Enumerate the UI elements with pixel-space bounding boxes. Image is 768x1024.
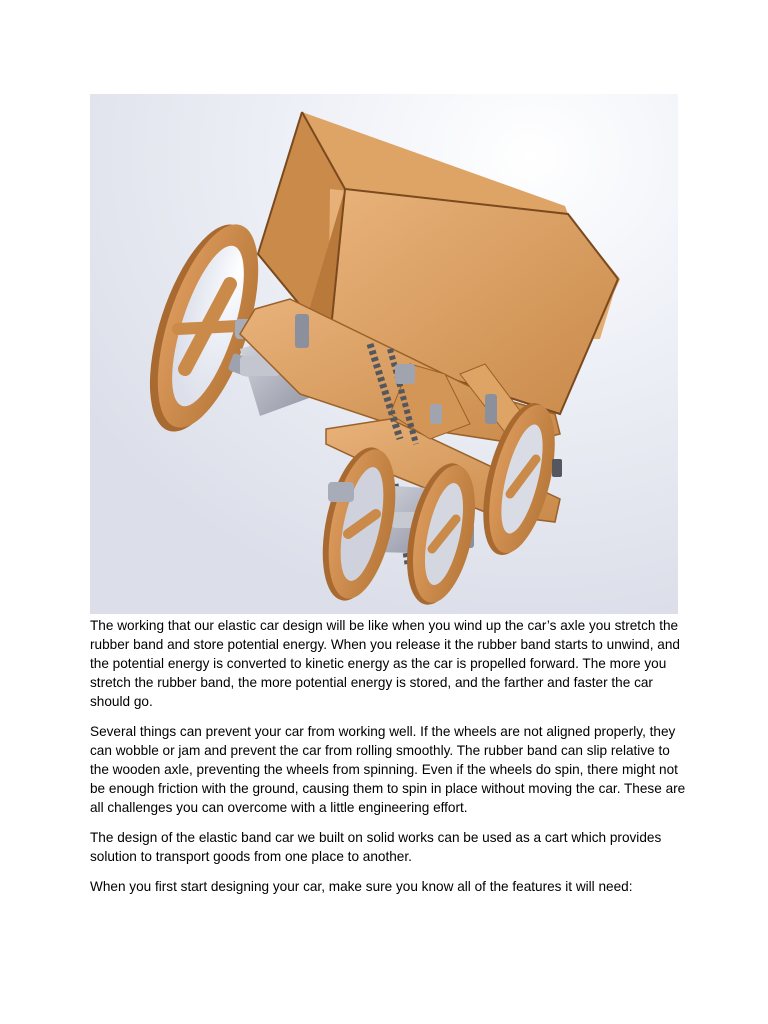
- paragraph-challenges: Several things can prevent your car from working well. If the wheels are not aligned properly, they can wobble or jam and prevent the car from rolling smoothly. The rubber band can slip relative to the wooden axle, preventing the wheels from spinning. Even if the wheels do spin, there might not be enough friction with the ground, causing them to spin in place without moving the car. These are all challenges you can overcome with a little engineering effort.: [90, 724, 686, 815]
- paragraph-design-features-intro: When you first start designing your car, make sure you know all of the features it will need:: [90, 879, 633, 894]
- paragraph-cart-application: The design of the elastic band car we built on solid works can be used as a cart which provides solution to transport goods from one place to another.: [90, 830, 662, 864]
- cart-render-figure: [90, 94, 678, 614]
- paragraph-working-principle: The working that our elastic car design will be like when you wind up the car’s axle you stretch the rubber band and store potential energy. When you release it the rubber band starts to unwind, and the potential energy is converted to kinetic energy as the car is propelled forward. The more you stretch the rubber band, the more potential energy is stored, and the farther and faster the car should go.: [90, 618, 680, 709]
- document-body: [90, 616, 690, 907]
- cart-render-illustration: [90, 94, 678, 614]
